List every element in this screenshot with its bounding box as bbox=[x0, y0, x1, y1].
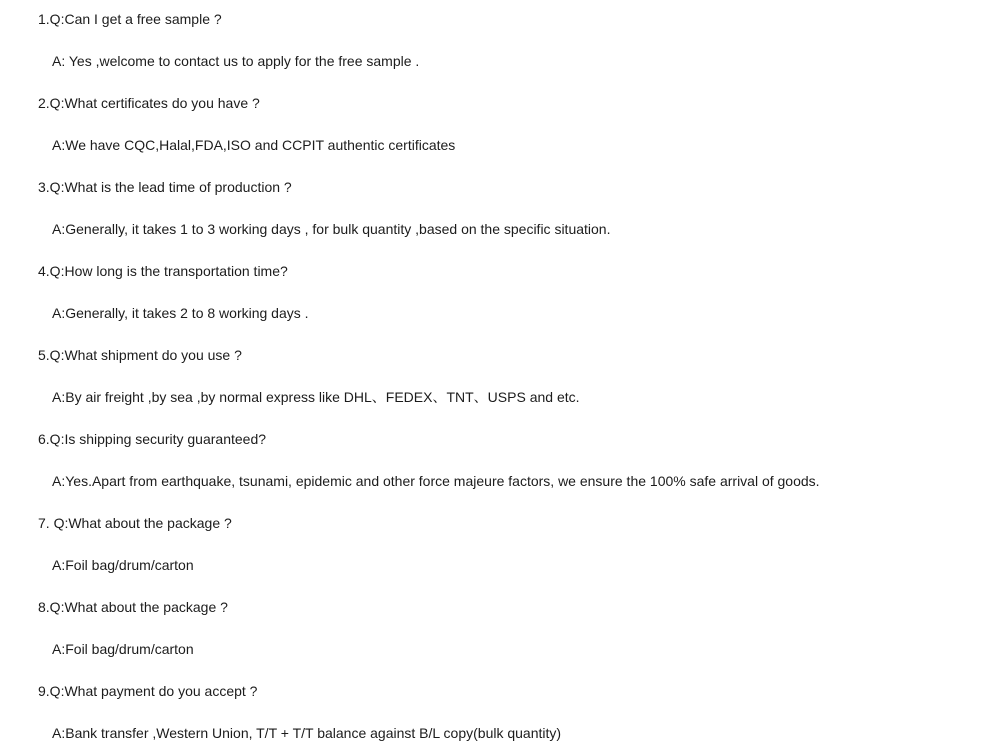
faq-answer-1: A: Yes ,welcome to contact us to apply for the free sample . bbox=[52, 53, 420, 69]
faq-answer-4: A:Generally, it takes 2 to 8 working days . bbox=[52, 305, 309, 321]
faq-question-5: 5.Q:What shipment do you use ? bbox=[38, 347, 242, 363]
faq-question-7: 7. Q:What about the package ? bbox=[38, 515, 232, 531]
faq-question-2: 2.Q:What certificates do you have ? bbox=[38, 95, 260, 111]
faq-answer-3: A:Generally, it takes 1 to 3 working days , for bulk quantity ,based on the specific situation. bbox=[52, 221, 611, 237]
faq-question-3: 3.Q:What is the lead time of production ? bbox=[38, 179, 292, 195]
faq-answer-9: A:Bank transfer ,Western Union, T/T + T/T balance against B/L copy(bulk quantity) bbox=[52, 725, 562, 741]
faq-answer-7: A:Foil bag/drum/carton bbox=[52, 557, 194, 573]
faq-answer-8: A:Foil bag/drum/carton bbox=[52, 641, 194, 657]
faq-question-6: 6.Q:Is shipping security guaranteed? bbox=[38, 431, 267, 447]
faq-answer-2: A:We have CQC,Halal,FDA,ISO and CCPIT authentic certificates bbox=[52, 137, 456, 153]
faq-question-1: 1.Q:Can I get a free sample ? bbox=[38, 11, 222, 27]
faq-question-4: 4.Q:How long is the transportation time? bbox=[38, 263, 288, 279]
faq-question-9: 9.Q:What payment do you accept ? bbox=[38, 683, 258, 699]
faq-answer-6: A:Yes.Apart from earthquake, tsunami, epidemic and other force majeure factors, we ensure the 100% safe arrival of goods. bbox=[52, 473, 820, 489]
faq-question-8: 8.Q:What about the package ? bbox=[38, 599, 228, 615]
faq-answer-5: A:By air freight ,by sea ,by normal express like DHL、FEDEX、TNT、USPS and etc. bbox=[52, 389, 580, 405]
